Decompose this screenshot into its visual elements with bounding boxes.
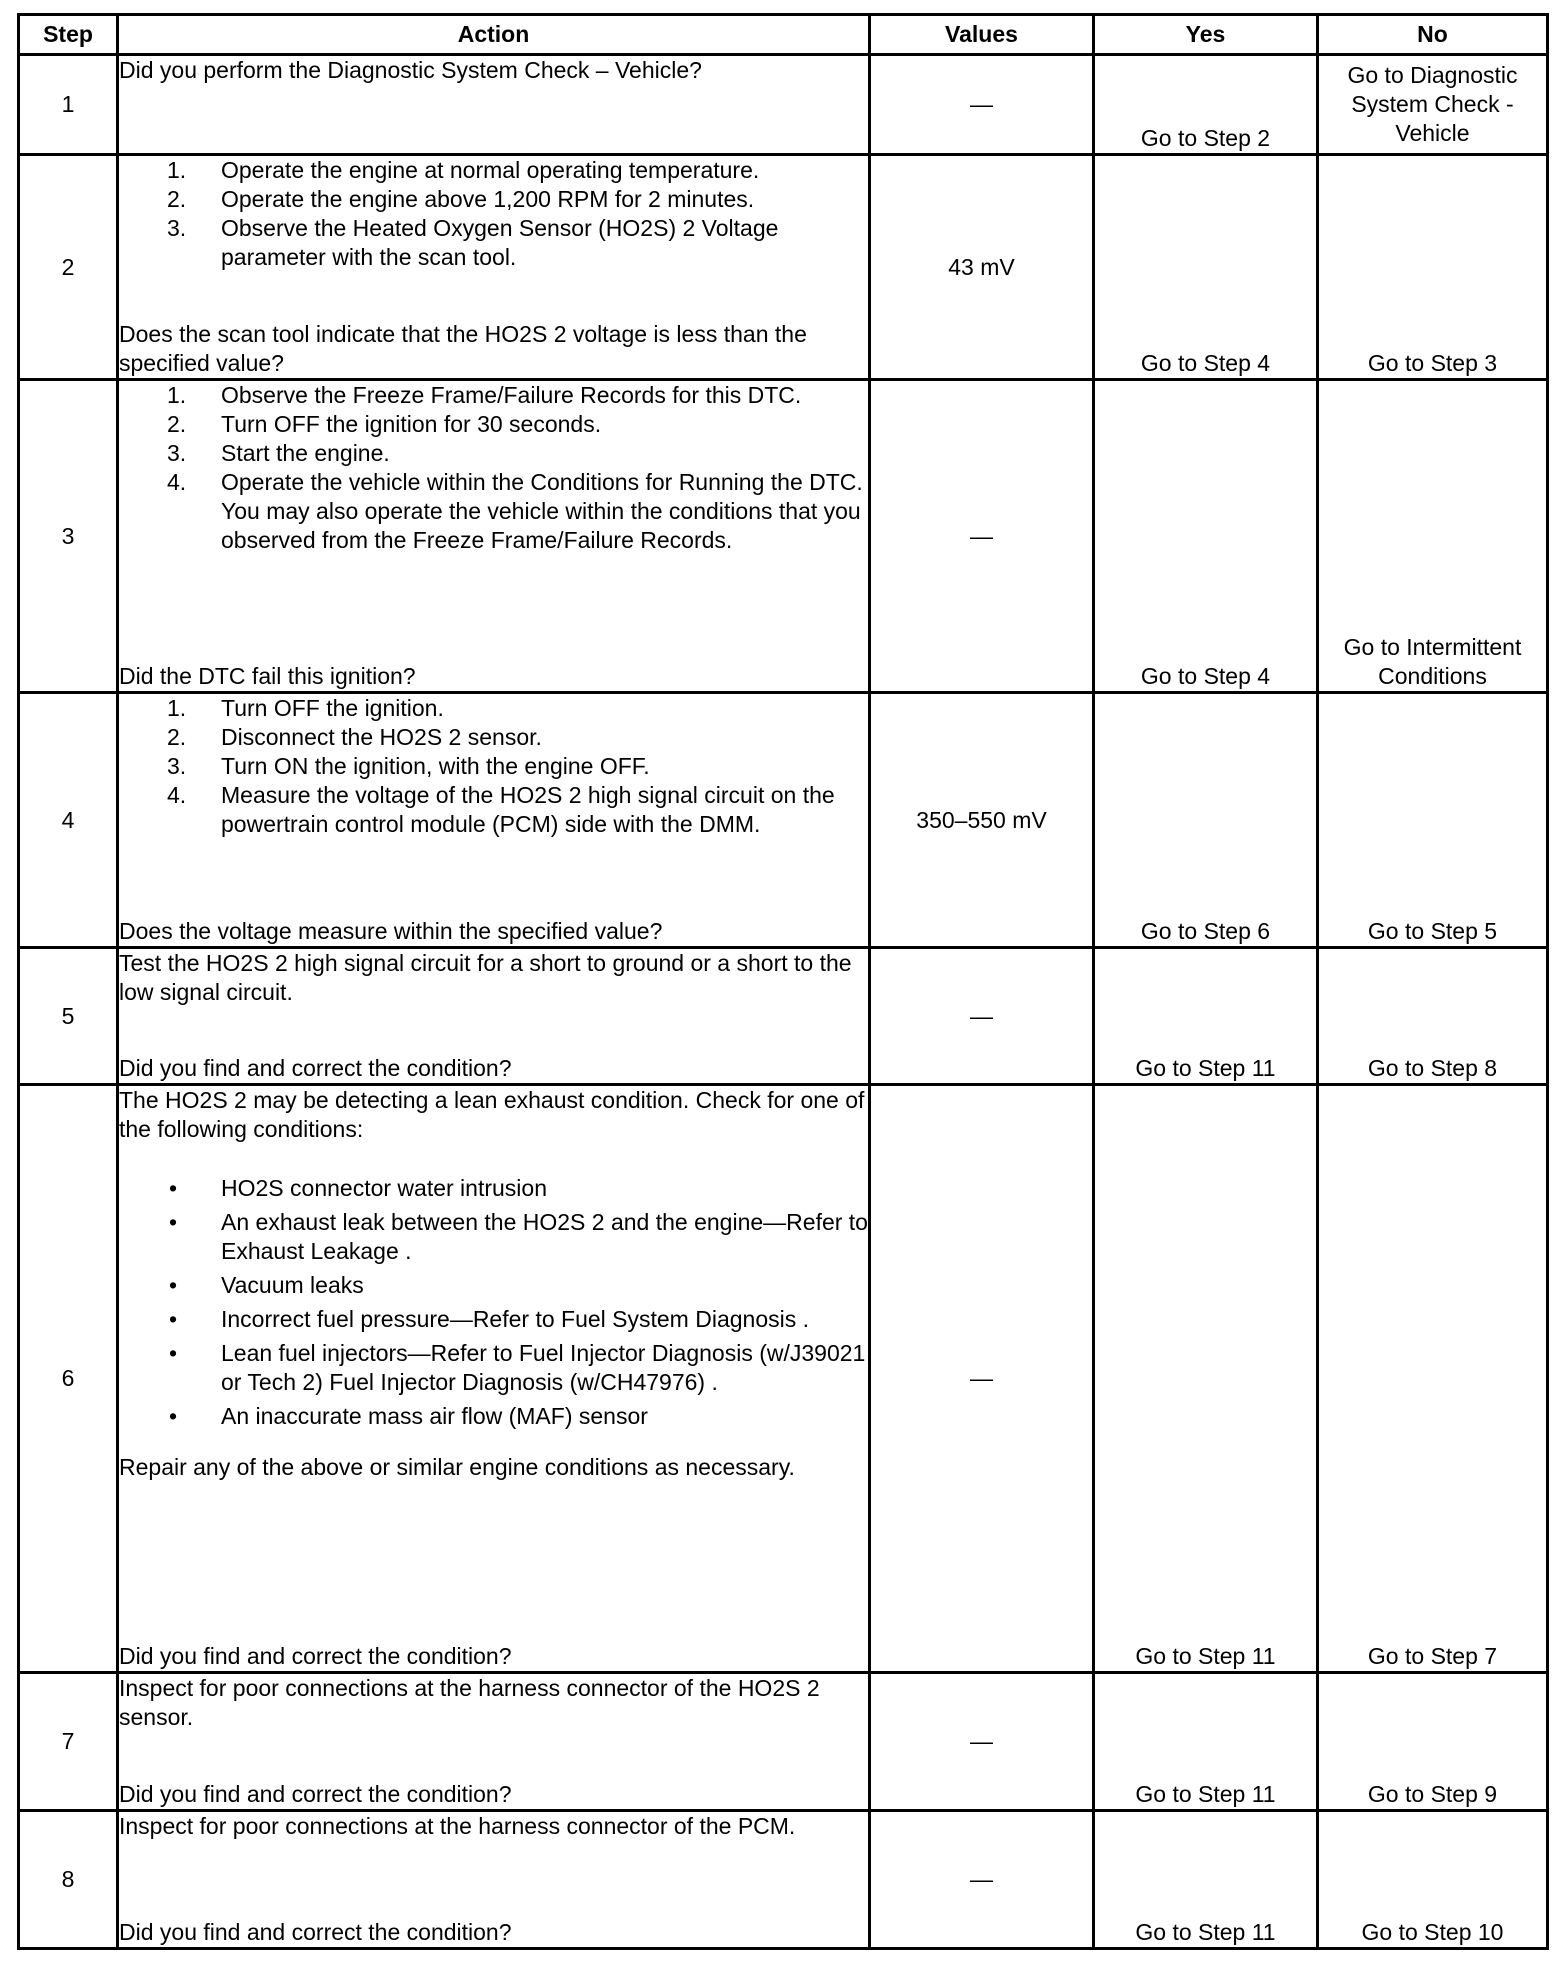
action-text: Test the HO2S 2 high signal circuit for a short to ground or a short to the low signal circuit.: [119, 950, 852, 1005]
action-question: Did you find and correct the condition?: [119, 1055, 512, 1081]
action-question: Did you find and correct the condition?: [119, 1643, 512, 1669]
no-cell: Go to Step 8: [1318, 948, 1548, 1085]
table-row: [19, 55, 1548, 155]
action-steps: [119, 694, 868, 839]
yes-cell: Go to Step 11: [1094, 1085, 1318, 1673]
action-text: Did you perform the Diagnostic System Check – Vehicle?: [119, 57, 702, 83]
action-cell: [118, 948, 870, 1085]
header-no: No: [1318, 15, 1548, 55]
value-cell: —: [870, 380, 1094, 693]
list-item: • An exhaust leak between the HO2S 2 and the engine—Refer to Exhaust Leakage .: [169, 1209, 868, 1264]
list-item: 1. Turn OFF the ignition.: [167, 695, 444, 721]
value-cell: —: [870, 1811, 1094, 1949]
step-number: 7: [19, 1673, 118, 1811]
action-cell: [118, 1673, 870, 1811]
step-number: 3: [19, 380, 118, 693]
condition-list: [119, 1174, 868, 1431]
yes-cell: Go to Step 11: [1094, 1811, 1318, 1949]
no-cell: Go to Step 7: [1318, 1085, 1548, 1673]
list-item: 2. Operate the engine above 1,200 RPM for 2 minutes.: [167, 186, 755, 212]
action-cell: [118, 693, 870, 948]
yes-cell: Go to Step 2: [1094, 55, 1318, 155]
list-item: • Vacuum leaks: [169, 1272, 364, 1298]
list-item: 3. Turn ON the ignition, with the engine OFF.: [167, 753, 650, 779]
table-row: [19, 380, 1548, 693]
yes-cell: Go to Step 11: [1094, 1673, 1318, 1811]
list-item: 4. Operate the vehicle within the Conditions for Running the DTC. You may also operate the vehicle within the conditions that you observed from the Freeze Frame/Failure Records.: [167, 469, 863, 553]
list-item: 3. Start the engine.: [167, 440, 390, 466]
list-item: • Incorrect fuel pressure—Refer to Fuel System Diagnosis .: [169, 1306, 810, 1332]
diagnostic-table: [17, 13, 1549, 1950]
list-item: 1. Observe the Freeze Frame/Failure Records for this DTC.: [167, 382, 802, 408]
list-item: • HO2S connector water intrusion: [169, 1175, 547, 1201]
action-question: Does the scan tool indicate that the HO2S 2 voltage is less than the specified value?: [119, 321, 807, 376]
list-item: 2. Disconnect the HO2S 2 sensor.: [167, 724, 542, 750]
value-cell: —: [870, 1673, 1094, 1811]
list-item: • An inaccurate mass air flow (MAF) sensor: [169, 1403, 648, 1429]
step-number: 5: [19, 948, 118, 1085]
action-text: Inspect for poor connections at the harness connector of the HO2S 2 sensor.: [119, 1675, 820, 1730]
list-item: • Lean fuel injectors—Refer to Fuel Injector Diagnosis (w/J39021 or Tech 2) Fuel Injector Diagnosis (w/CH47976) .: [169, 1340, 866, 1395]
value-cell: 43 mV: [870, 155, 1094, 380]
action-text: Inspect for poor connections at the harness connector of the PCM.: [119, 1813, 796, 1839]
header-yes: Yes: [1094, 15, 1318, 55]
table-row: [19, 1673, 1548, 1811]
no-cell: Go to Step 5: [1318, 693, 1548, 948]
action-cell: [118, 55, 870, 155]
table-row: [19, 693, 1548, 948]
action-note: Repair any of the above or similar engine conditions as necessary.: [119, 1454, 795, 1480]
header-values: Values: [870, 15, 1094, 55]
action-cell: [118, 1811, 870, 1949]
no-cell: Go to Step 10: [1318, 1811, 1548, 1949]
no-cell: Go to Step 9: [1318, 1673, 1548, 1811]
no-cell: Go to Step 3: [1318, 155, 1548, 380]
yes-cell: Go to Step 4: [1094, 380, 1318, 693]
list-item: 1. Operate the engine at normal operating temperature.: [167, 157, 760, 183]
list-item: 3. Observe the Heated Oxygen Sensor (HO2S) 2 Voltage parameter with the scan tool.: [167, 215, 779, 270]
action-question: Does the voltage measure within the specified value?: [119, 918, 663, 944]
action-question: Did you find and correct the condition?: [119, 1781, 512, 1807]
action-cell: [118, 380, 870, 693]
table-row: [19, 948, 1548, 1085]
value-cell: —: [870, 55, 1094, 155]
yes-cell: Go to Step 6: [1094, 693, 1318, 948]
step-number: 4: [19, 693, 118, 948]
step-number: 8: [19, 1811, 118, 1949]
header-row: [19, 15, 1548, 55]
value-cell: —: [870, 1085, 1094, 1673]
action-steps: [119, 381, 868, 555]
step-number: 6: [19, 1085, 118, 1673]
header-step: Step: [19, 15, 118, 55]
step-number: 2: [19, 155, 118, 380]
no-cell: Go to Diagnostic System Check - Vehicle: [1318, 55, 1548, 155]
action-text: The HO2S 2 may be detecting a lean exhaust condition. Check for one of the following conditions:: [119, 1087, 865, 1142]
table-row: [19, 1085, 1548, 1673]
value-cell: 350–550 mV: [870, 693, 1094, 948]
header-action: Action: [118, 15, 870, 55]
action-steps: [119, 156, 868, 272]
list-item: 4. Measure the voltage of the HO2S 2 high signal circuit on the powertrain control module (PCM) side with the DMM.: [167, 782, 835, 837]
table-row: [19, 155, 1548, 380]
action-question: Did the DTC fail this ignition?: [119, 663, 416, 689]
value-cell: —: [870, 948, 1094, 1085]
yes-cell: Go to Step 4: [1094, 155, 1318, 380]
action-question: Did you find and correct the condition?: [119, 1919, 512, 1945]
step-number: 1: [19, 55, 118, 155]
table-row: [19, 1811, 1548, 1949]
action-cell: [118, 155, 870, 380]
no-cell: Go to Intermittent Conditions: [1318, 380, 1548, 693]
action-cell: [118, 1085, 870, 1673]
yes-cell: Go to Step 11: [1094, 948, 1318, 1085]
list-item: 2. Turn OFF the ignition for 30 seconds.: [167, 411, 602, 437]
